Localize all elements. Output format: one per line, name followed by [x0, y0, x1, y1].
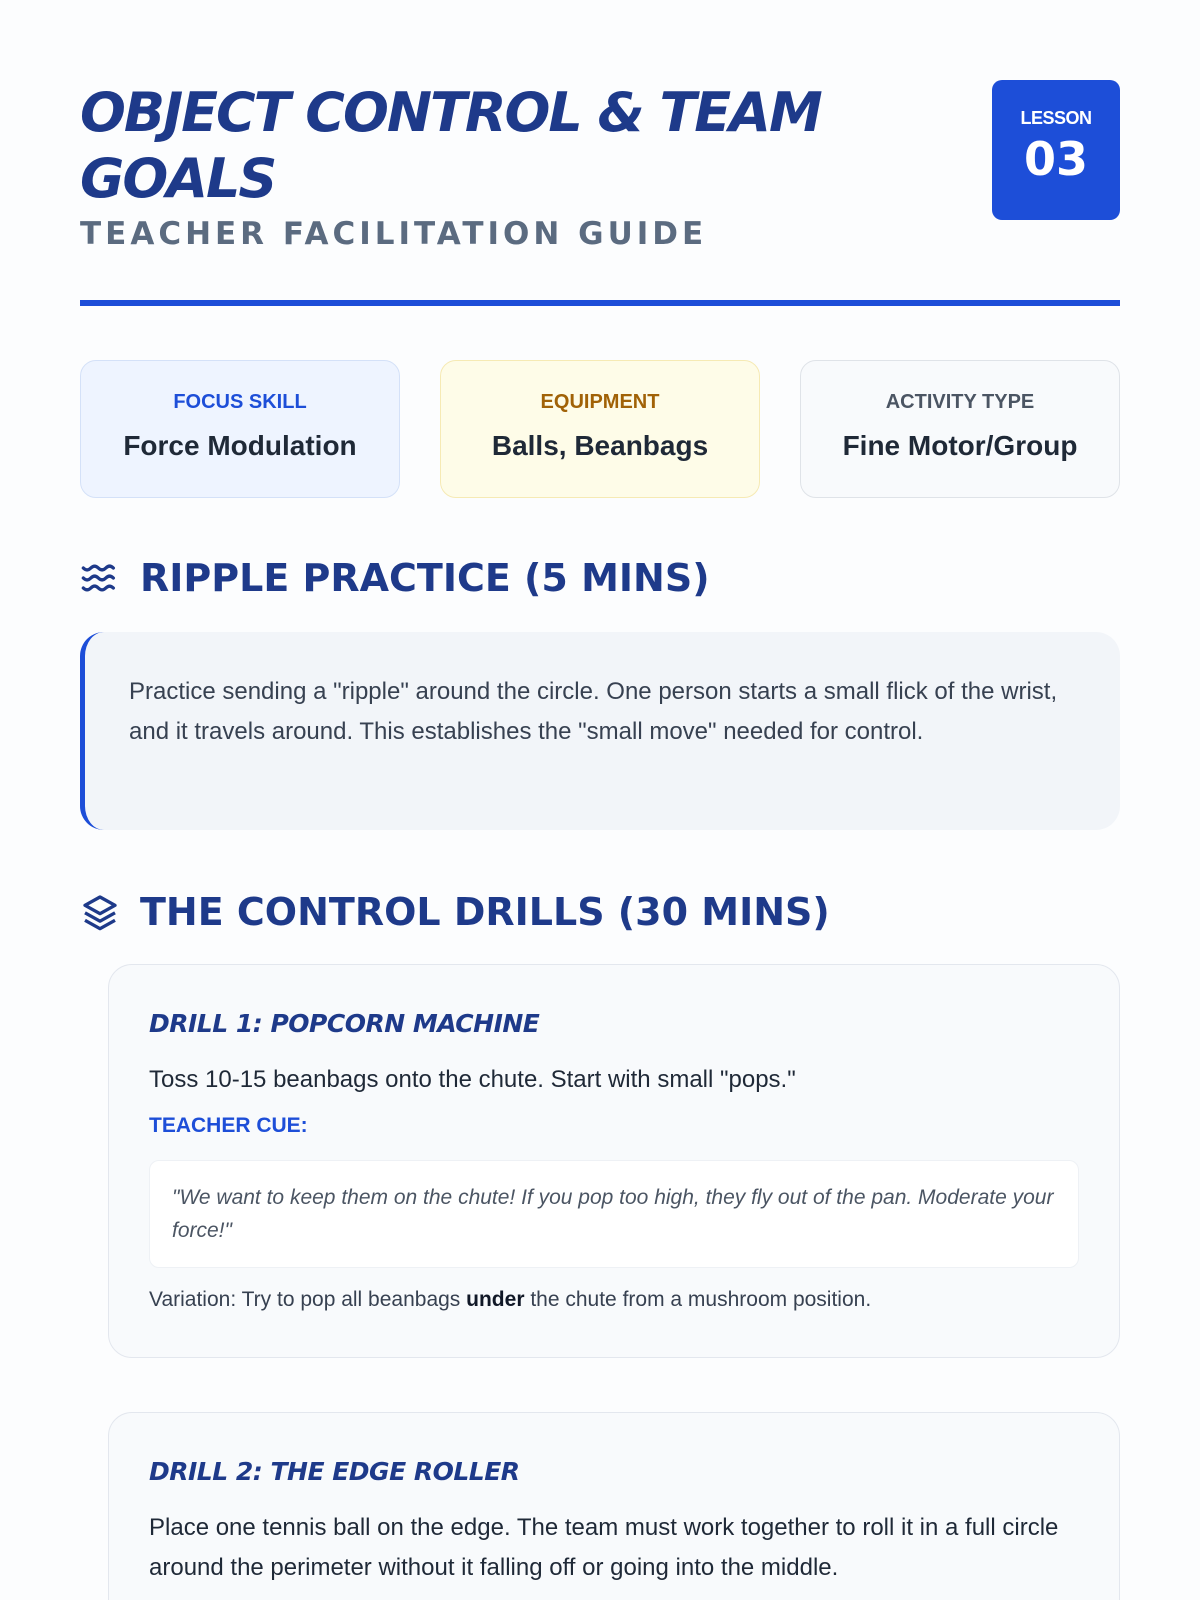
ripple-body: Practice sending a "ripple" around the circle. One person starts a small flick of the wrist, and it travels around. This establishes the "small move" needed for control. [129, 678, 1058, 745]
section-title: THE CONTROL DRILLS (30 MINS) [140, 890, 830, 934]
focus-skill-card [80, 360, 400, 498]
lesson-label: LESSON [1020, 108, 1092, 128]
variation-emphasis: under [466, 1288, 525, 1311]
card-label: EQUIPMENT [540, 391, 660, 413]
card-label: FOCUS SKILL [173, 391, 307, 413]
section-title: RIPPLE PRACTICE (5 MINS) [140, 556, 710, 600]
page-title: OBJECT CONTROL & TEAM GOALS [80, 81, 821, 210]
variation-text: Variation: Try to pop all beanbags [149, 1288, 467, 1311]
page-header [80, 80, 1120, 306]
drill-card [108, 964, 1120, 1358]
waves-icon [80, 558, 120, 598]
drill-title: DRILL 2: THE EDGE ROLLER [149, 1457, 520, 1486]
info-cards [80, 360, 1120, 498]
layers-icon [80, 892, 120, 932]
drill-description: Place one tennis ball on the edge. The team must work together to roll it in a full circle around the perimeter without it falling off or going into the middle. [149, 1514, 1059, 1581]
teacher-cue-quote: "We want to keep them on the chute! If you pop too high, they fly out of the pan. Moderate your force!" [149, 1160, 1079, 1268]
drill-card [108, 1412, 1120, 1600]
equipment-card [440, 360, 760, 498]
lesson-badge [992, 80, 1120, 220]
page-subtitle: TEACHER FACILITATION GUIDE [80, 216, 708, 252]
header-divider [80, 300, 1120, 306]
teacher-cue-label: TEACHER CUE: [149, 1114, 308, 1137]
activity-type-card [800, 360, 1120, 498]
variation-text: the chute from a mushroom position. [524, 1288, 872, 1311]
drill-description: Toss 10-15 beanbags onto the chute. Start with small "pops." [149, 1066, 796, 1093]
ripple-callout [80, 632, 1120, 830]
card-label: ACTIVITY TYPE [885, 391, 1035, 413]
drill-title: DRILL 1: POPCORN MACHINE [149, 1009, 540, 1038]
ripple-section-heading [80, 556, 710, 600]
drill-variation [149, 1288, 1079, 1312]
drills-section-heading [80, 890, 830, 934]
lesson-number: 03 [1023, 132, 1088, 186]
card-value: Force Modulation [123, 430, 357, 461]
card-value: Fine Motor/Group [842, 430, 1078, 461]
card-value: Balls, Beanbags [491, 430, 709, 461]
